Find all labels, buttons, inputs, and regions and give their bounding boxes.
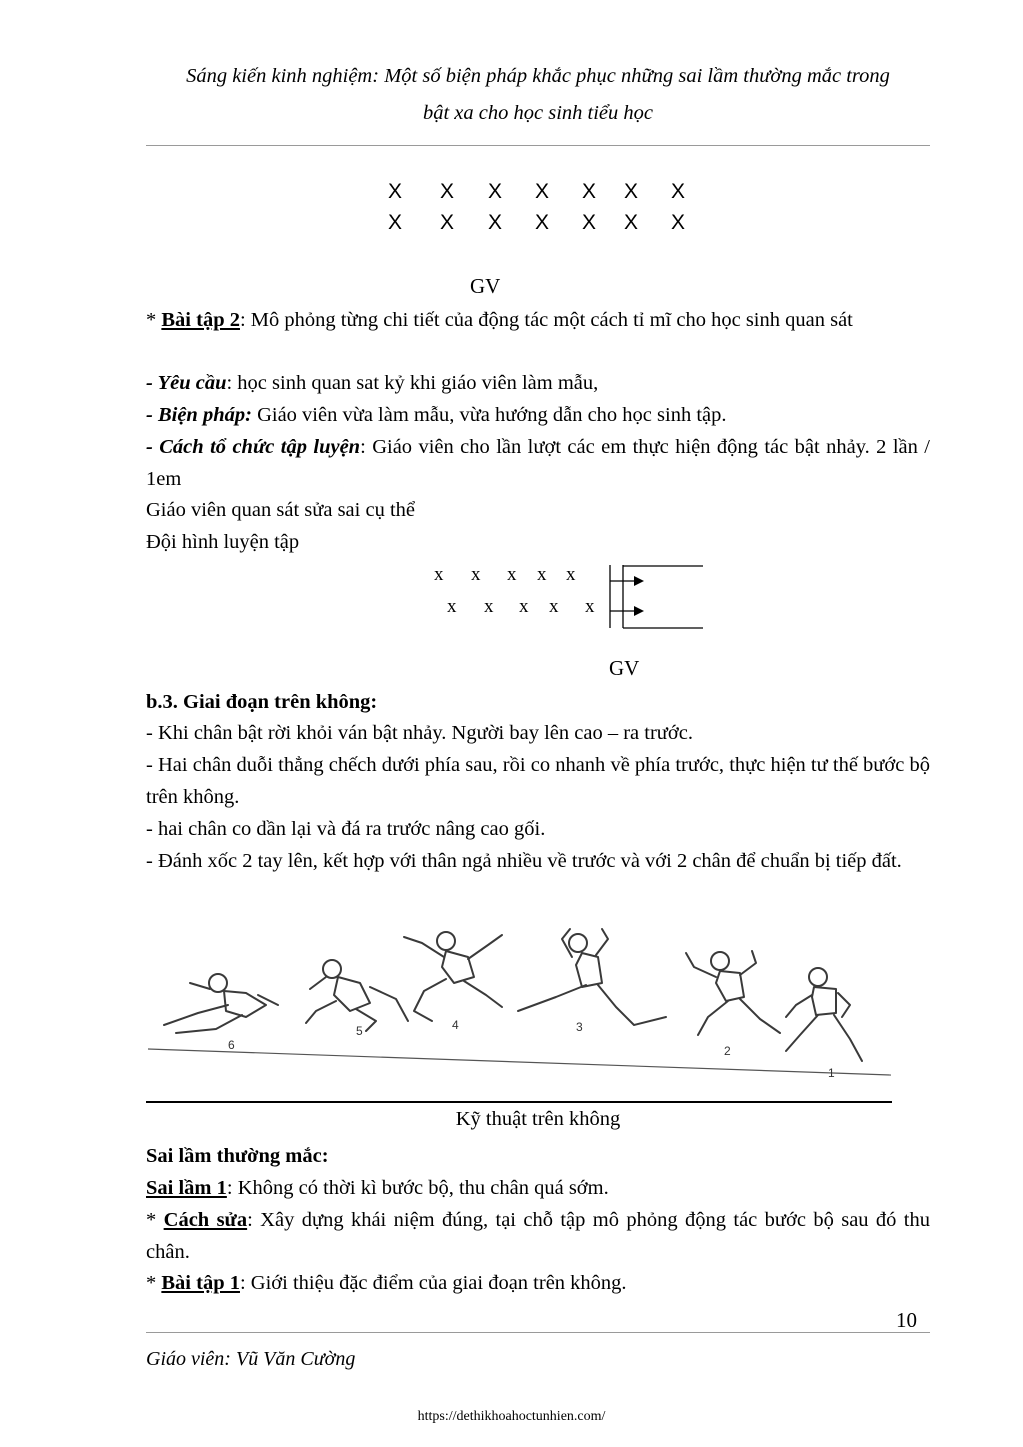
mistake-1-label: Sai lầm 1 bbox=[146, 1177, 227, 1199]
athlete-pose-3 bbox=[518, 929, 666, 1025]
exercise-2-text: : Mô phỏng từng chi tiết của động tác một cách tỉ mĩ cho học sinh quan sát bbox=[239, 309, 853, 331]
student-mark: X bbox=[671, 211, 686, 234]
student-mark: X bbox=[582, 211, 597, 234]
student-mark: x bbox=[585, 596, 595, 617]
formation-row-2 bbox=[0, 211, 1023, 241]
exercise-1-line bbox=[146, 1268, 930, 1300]
requirement-label: - Yêu cầu bbox=[146, 372, 227, 394]
teacher-mark-2: GV bbox=[609, 656, 640, 680]
student-mark: X bbox=[388, 180, 403, 203]
student-mark: x bbox=[434, 564, 444, 585]
header-divider bbox=[146, 145, 930, 146]
pose-number: 6 bbox=[228, 1038, 235, 1052]
student-mark: X bbox=[582, 180, 597, 203]
measure-label: - Biện pháp: bbox=[146, 404, 252, 426]
athlete-pose-5 bbox=[306, 960, 408, 1031]
requirement-text: : học sinh quan sat kỷ khi giáo viên làm mẫu, bbox=[226, 372, 599, 394]
fix-prefix: * bbox=[146, 1209, 164, 1231]
fix-text: : Xây dựng khái niệm đúng, tại chỗ tập mô phỏng động tác bước bộ sau đó thu chân. bbox=[146, 1209, 930, 1263]
athlete-pose-4 bbox=[404, 932, 502, 1021]
pose-number: 2 bbox=[724, 1044, 731, 1058]
pose-number: 5 bbox=[356, 1024, 363, 1038]
page-header bbox=[146, 58, 930, 132]
athlete-pose-6 bbox=[164, 974, 278, 1033]
teacher-mark-1: GV bbox=[470, 274, 501, 298]
section-b3-title: b.3. Giai đoạn trên không: bbox=[146, 691, 378, 713]
formation-2-row-2 bbox=[0, 596, 1023, 624]
exercise-2-paragraph: * Bài tập 2: Mô phỏng từng chi tiết của động tác một cách tỉ mĩ cho học sinh quan sát bbox=[146, 309, 853, 331]
student-mark: X bbox=[624, 180, 639, 203]
figure-caption: Kỹ thuật trên không bbox=[455, 1108, 621, 1130]
pose-number: 3 bbox=[576, 1020, 583, 1034]
organization-label: - Cách tổ chức tập luyện bbox=[146, 436, 361, 458]
student-mark: x bbox=[566, 564, 576, 585]
exercise-1-prefix: * bbox=[146, 1272, 162, 1294]
student-mark: X bbox=[440, 211, 455, 234]
flight-phase-figure bbox=[146, 925, 896, 1085]
section-b3-p3: - hai chân co dần lại và đá ra trước nâng cao gối. bbox=[146, 818, 546, 840]
formation-title: Đội hình luyện tập bbox=[146, 531, 300, 553]
mistake-1-text: : Không có thời kì bước bộ, thu chân quá sớm. bbox=[226, 1177, 609, 1199]
student-mark: X bbox=[488, 180, 503, 203]
observe-line: Giáo viên quan sát sửa sai cụ thể bbox=[146, 499, 415, 521]
organization-text: : Giáo viên cho lần lượt các em thực hiện động tác bật nhảy. 2 lần / 1em bbox=[146, 436, 931, 490]
exercise-1-label: Bài tập 1 bbox=[161, 1272, 240, 1294]
header-line-1: Sáng kiến kinh nghiệm: Một số biện pháp khắc phục những sai lầm thường mắc trong bbox=[186, 65, 890, 87]
student-mark: X bbox=[624, 211, 639, 234]
student-mark: x bbox=[447, 596, 457, 617]
mistake-1-line bbox=[146, 1173, 930, 1205]
mistakes-title: Sai lầm thường mắc: bbox=[146, 1145, 329, 1167]
measure-line bbox=[146, 400, 930, 432]
section-b3-p4: - Đánh xốc 2 tay lên, kết hợp với thân ngả nhiều về trước và với 2 chân để chuẩn bị tiếp đất. bbox=[146, 850, 902, 872]
student-mark: X bbox=[488, 211, 503, 234]
exercise-2-label: Bài tập 2 bbox=[161, 309, 240, 331]
student-mark: x bbox=[471, 564, 481, 585]
pose-number: 4 bbox=[452, 1018, 459, 1032]
student-mark: X bbox=[535, 211, 550, 234]
section-b3-p1: - Khi chân bật rời khỏi ván bật nhảy. Người bay lên cao – ra trước. bbox=[146, 722, 693, 744]
formation-2-row-1 bbox=[0, 564, 1023, 592]
student-mark: X bbox=[535, 180, 550, 203]
fix-label: Cách sửa bbox=[163, 1209, 248, 1231]
footer-url[interactable]: https://dethikhoahoctunhien.com/ bbox=[417, 1409, 606, 1424]
student-mark: x bbox=[537, 564, 547, 585]
student-mark: X bbox=[440, 180, 455, 203]
student-mark: X bbox=[388, 211, 403, 234]
student-mark: x bbox=[519, 596, 529, 617]
jump-lane-diagram bbox=[600, 560, 710, 636]
footer-teacher: Giáo viên: Vũ Văn Cường bbox=[146, 1348, 356, 1370]
header-line-2: bật xa cho học sinh tiểu học bbox=[422, 102, 653, 124]
section-b3-p2: - Hai chân duỗi thẳng chếch dưới phía sau, rồi co nhanh về phía trước, thực hiện tư thế bước bộ trên không. bbox=[146, 754, 930, 808]
exercise-1-text: : Giới thiệu đặc điểm của giai đoạn trên không. bbox=[239, 1272, 627, 1294]
measure-text: Giáo viên vừa làm mẫu, vừa hướng dẫn cho học sinh tập. bbox=[251, 404, 727, 426]
fix-paragraph bbox=[146, 1205, 930, 1268]
student-mark: x bbox=[507, 564, 517, 585]
requirement-line bbox=[146, 368, 930, 400]
pose-number: 1 bbox=[828, 1066, 835, 1080]
athlete-pose-1 bbox=[786, 968, 862, 1061]
footer-divider bbox=[146, 1332, 930, 1333]
formation-row-1 bbox=[0, 180, 1023, 210]
student-mark: x bbox=[484, 596, 494, 617]
organization-paragraph bbox=[146, 432, 930, 495]
student-mark: X bbox=[671, 180, 686, 203]
athlete-pose-2 bbox=[686, 951, 780, 1035]
student-mark: x bbox=[549, 596, 559, 617]
figure-bottom-line bbox=[146, 1101, 892, 1103]
page-number: 10 bbox=[896, 1308, 917, 1332]
